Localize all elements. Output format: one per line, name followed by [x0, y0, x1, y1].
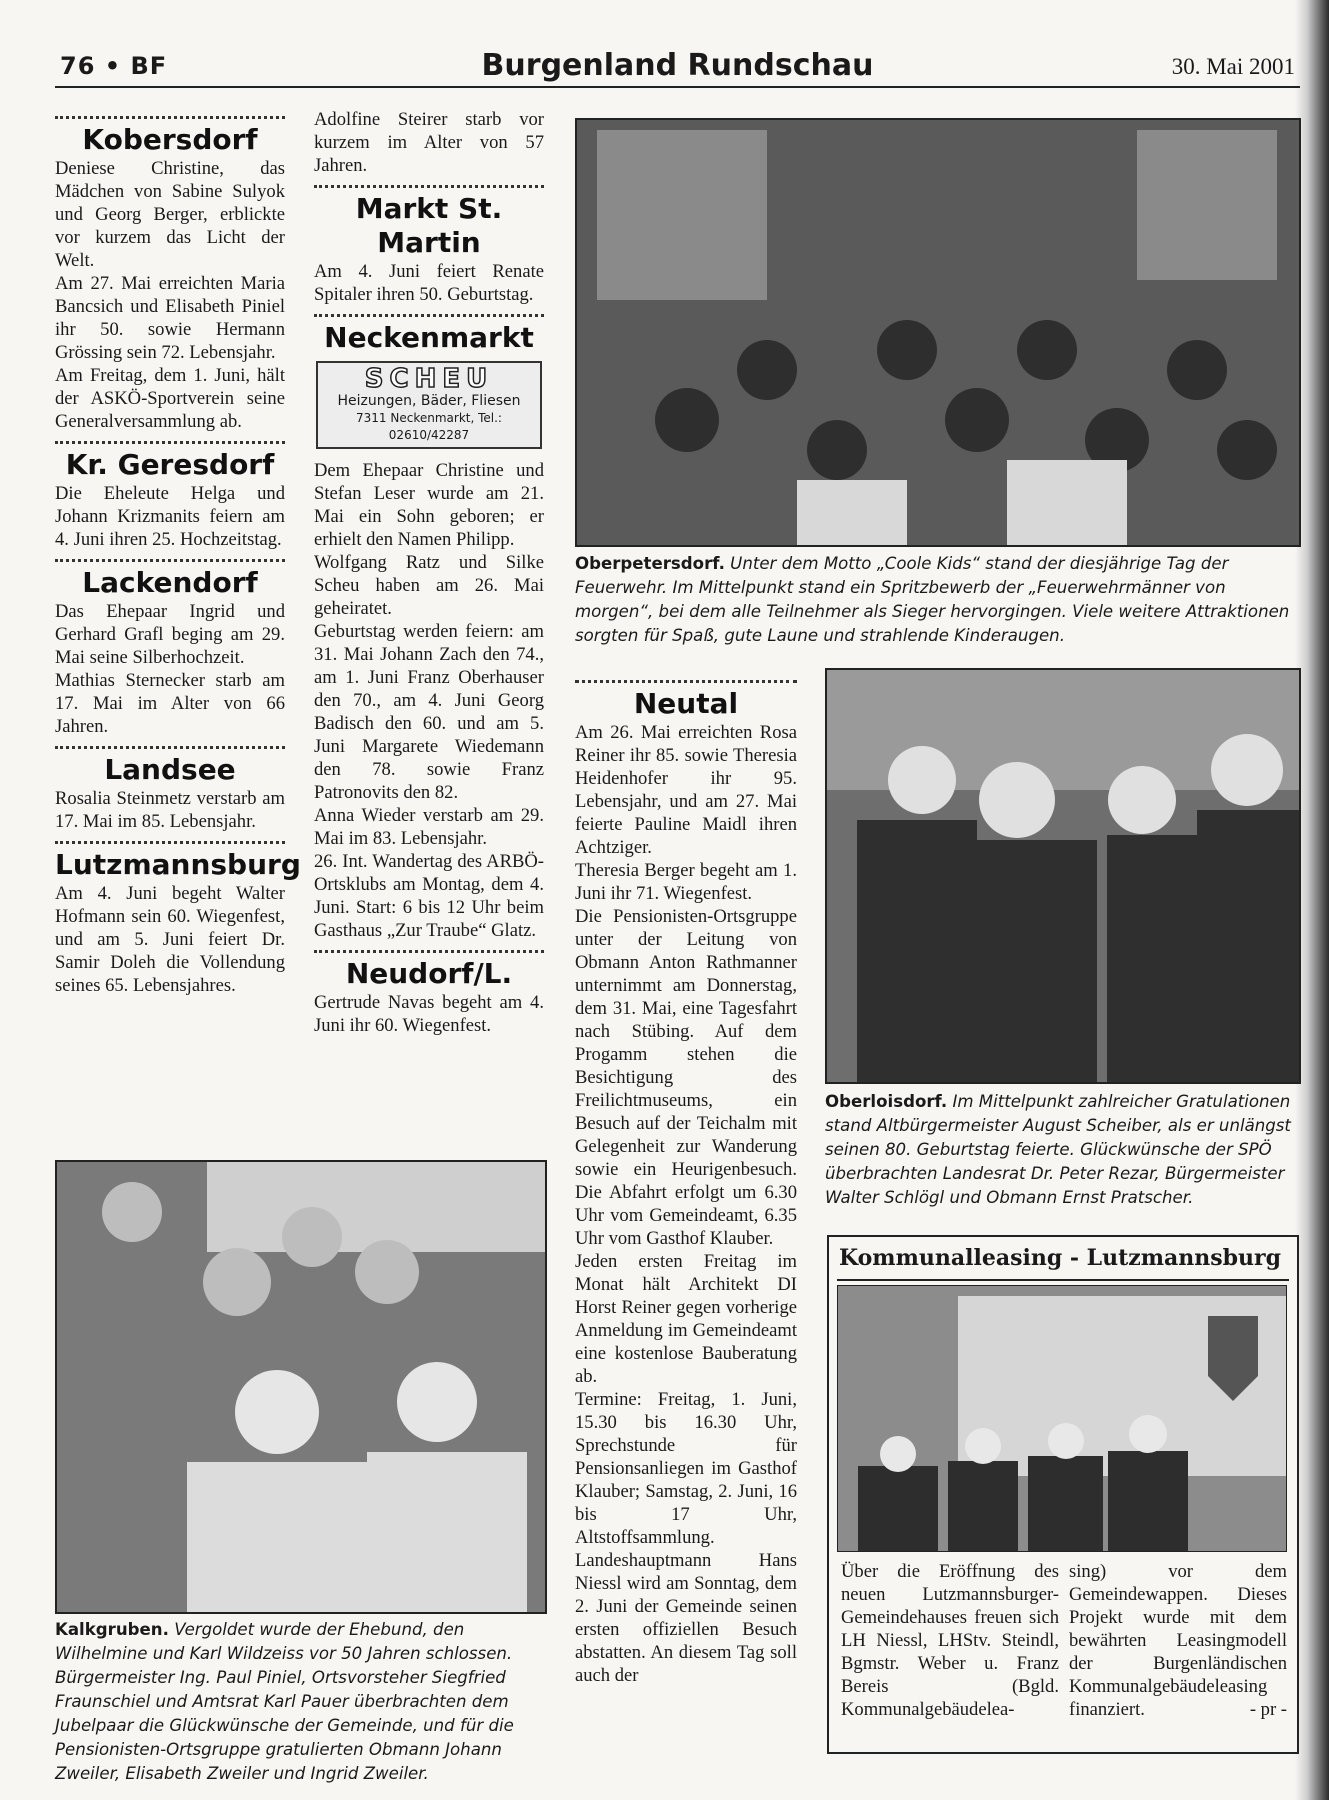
article-paragraph: Landeshauptmann Hans Niessl wird am Sonntag, dem 2. Juni der Gemeinde seinen ersten offiziellen Besuch abstatten. An diesem Tag soll auch der: [575, 1550, 797, 1686]
article-paragraph: Am 26. Mai erreichten Rosa Reiner ihr 85. sowie Theresia Heidenhofer ihr 95. Lebensjahr, und am 27. Mai feierte Pauline Maidl ihren Achtziger.: [575, 722, 797, 858]
article-paragraph: Die Pensionisten-Ortsgruppe unter der Leitung von Obmann Anton Rathmanner unternimmt am Donnerstag, dem 31. Mai, eine Tagesfahrt nach Stübing. Auf dem Progamm stehen die Besichtigung des Freilichtmuseums, ein Besuch auf der Teichalm mit Gelegenheit zur Wanderung sowie ein Heurigenbesuch. Die Abfahrt erfolgt um 6.30 Uhr vom Gemeindeamt, 6.35 Uhr vom Gasthof Klauber.: [575, 906, 797, 1249]
article-paragraph: Am 4. Juni feiert Renate Spitaler ihren 50. Geburtstag.: [314, 261, 544, 305]
article-paragraph: Deniese Christine, das Mädchen von Sabine Sulyok und Georg Berger, erblickte vor kurzem das Licht der Welt.: [55, 158, 285, 271]
column-3: [575, 672, 797, 1687]
article-paragraph: Wolfgang Ratz und Silke Scheu haben am 26. Mai geheiratet.: [314, 552, 544, 619]
ad-address: 7311 Neckenmarkt, Tel.: 02610/42287: [356, 411, 502, 442]
dotted-divider: [55, 559, 285, 562]
dotted-divider: [314, 314, 544, 317]
caption-text: Vergoldet wurde der Ehebund, den Wilhelmine und Karl Wildzeiss vor 50 Jahren schlossen. Bürgermeister Ing. Paul Piniel, Ortsvorsteher Siegfried Fraunschiel und Amtsrat Karl Pauer überbrachten dem Jubelpaar die Glückwünsche der Gemeinde, und für die Pensionisten-Ortsgruppe gratulierten Obmann Johann Zweiler, Elisabeth Zweiler und Ingrid Zweiler.: [55, 1620, 514, 1783]
ad-company-name: SCHEU: [364, 364, 494, 394]
caption-place: Kalkgruben.: [55, 1620, 169, 1639]
lackendorf-heading: Lackendorf: [82, 566, 258, 599]
kobersdorf-heading: Kobersdorf: [82, 123, 258, 156]
article-paragraph: Gertrude Navas begeht am 4. Juni ihr 60. Wiegenfest.: [314, 992, 544, 1036]
column-2: [314, 108, 544, 1037]
article-paragraph: Die Eheleute Helga und Johann Krizmanits feiern am 4. Juni ihren 25. Hochzeitstag.: [55, 483, 285, 550]
article-paragraph: Anna Wieder verstarb am 29. Mai im 83. Lebensjahr.: [314, 805, 544, 849]
kalkgruben-photo: [55, 1160, 547, 1614]
caption-place: Oberloisdorf.: [825, 1092, 948, 1111]
landsee-heading: Landsee: [104, 753, 236, 786]
lutzmannsburg-photo: [837, 1285, 1287, 1552]
markt-st-martin-heading: Markt St. Martin: [355, 192, 503, 259]
oberpetersdorf-caption: [575, 552, 1297, 648]
handshake-group-illustration: [827, 670, 1299, 1082]
box-title: Kommunalleasing - Lutzmannsburg: [839, 1245, 1282, 1271]
article-paragraph: Termine: Freitag, 1. Juni, 15.30 bis 16.30 Uhr, Sprechstunde für Pensionsanliegen im Gasthof Klauber; Samstag, 2. Juni, 16 bis 17 Uhr, Altstoffsammlung.: [575, 1389, 797, 1548]
box-text-right-body: sing) vor dem Gemeindewappen. Dieses Projekt wurde mit dem bewährten Leasingmodell der Burgenländischen Kommunalgebäudeleasing finanziert.: [1069, 1561, 1287, 1720]
kommunalleasing-box: [827, 1235, 1299, 1754]
municipal-building-illustration: [838, 1286, 1286, 1551]
article-paragraph: Theresia Berger begeht am 1. Juni ihr 71. Wiegenfest.: [575, 860, 797, 904]
lutzmannsburg-heading: Lutzmannsburg: [55, 848, 301, 881]
scheu-advertisement: [316, 361, 542, 449]
box-text-right: [1069, 1560, 1287, 1721]
neudorf-heading: Neudorf/L.: [345, 957, 513, 990]
dotted-divider: [314, 185, 544, 188]
article-paragraph: Dem Ehepaar Christine und Stefan Leser wurde am 21. Mai ein Sohn geboren; er erhielt den Namen Philipp.: [314, 460, 544, 550]
article-paragraph: Am 4. Juni begeht Walter Hofmann sein 60. Wiegenfest, und am 5. Juni feiert Dr. Samir Doleh die Vollendung seines 65. Lebensjahres.: [55, 883, 285, 996]
page-header: [55, 40, 1300, 88]
caption-place: Oberpetersdorf.: [575, 554, 725, 573]
box-text-left: Über die Eröffnung des neuen Lutzmannsburger-Gemeindehauses freuen sich LH Niessl, LHStv. Steindl, Bgmstr. Weber u. Franz Bereis (Bgld. Kommunalgebäudelea-: [841, 1561, 1059, 1720]
kalkgruben-caption: [55, 1618, 543, 1786]
oberloisdorf-caption: [825, 1090, 1297, 1210]
page-number: 76 • BF: [60, 52, 168, 80]
oberloisdorf-photo: [825, 668, 1301, 1084]
newspaper-title: Burgenland Rundschau: [481, 48, 874, 83]
article-paragraph: Am Freitag, dem 1. Juni, hält der ASKÖ-Sportverein seine Generalversammlung ab.: [55, 365, 285, 432]
dotted-divider: [55, 746, 285, 749]
neutal-heading: Neutal: [633, 687, 739, 720]
article-paragraph: 26. Int. Wandertag des ARBÖ-Ortsklubs am Montag, dem 4. Juni. Start: 6 bis 12 Uhr beim Gasthaus „Zur Traube“ Glatz.: [314, 851, 544, 941]
caption-text: Unter dem Motto „Coole Kids“ stand der diesjährige Tag der Feuerwehr. Im Mittelpunkt stand ein Spritzbewerb der „Feuerwehrmänner von morgen“, bei dem alle Teilnehmer als Sieger hervorgingen. Viele weitere Attraktionen sorgten für Spaß, gute Laune und strahlende Kinderaugen.: [575, 554, 1290, 645]
dotted-divider: [55, 441, 285, 444]
neckenmarkt-heading: Neckenmarkt: [324, 321, 534, 354]
article-paragraph: Am 27. Mai erreichten Maria Bancsich und Elisabeth Piniel ihr 50. sowie Hermann Grössing sein 72. Lebensjahr.: [55, 273, 285, 363]
anniversary-couple-illustration: [57, 1162, 545, 1612]
article-paragraph: Das Ehepaar Ingrid und Gerhard Grafl beging am 29. Mai seine Silberhochzeit.: [55, 601, 285, 668]
oberpetersdorf-photo: [575, 118, 1301, 547]
author-signature: - pr -: [1249, 1699, 1287, 1720]
box-title-rule: [837, 1279, 1289, 1281]
dotted-divider: [55, 116, 285, 119]
article-paragraph: Rosalia Steinmetz verstarb am 17. Mai im 85. Lebensjahr.: [55, 788, 285, 832]
issue-date: 30. Mai 2001: [1171, 54, 1295, 79]
children-group-illustration: [577, 120, 1299, 545]
caption-text: Im Mittelpunkt zahlreicher Gratulationen stand Altbürgermeister August Scheiber, als er unlängst seinen 80. Geburtstag feierte. Glückwünsche der SPÖ überbrachten Landesrat Dr. Peter Rezar, Bürgermeister Walter Schlögl und Obmann Ernst Pratscher.: [825, 1092, 1291, 1207]
geresdorf-heading: Kr. Geresdorf: [65, 448, 275, 481]
ad-services: Heizungen, Bäder, Fliesen: [337, 393, 521, 409]
article-paragraph: Jeden ersten Freitag im Monat hält Architekt DI Horst Reiner gegen vorherige Anmeldung im Gemeindeamt eine kostenlose Bauberatung ab.: [575, 1251, 797, 1387]
article-paragraph: Mathias Sternecker starb am 17. Mai im Alter von 66 Jahren.: [55, 670, 285, 737]
column-1: [55, 108, 301, 997]
article-paragraph: Geburtstag werden feiern: am 31. Mai Johann Zach den 74., am 1. Juni Franz Oberhauser den 70., am 4. Juni Georg Badisch den 60. und am 5. Juni Margarete Wiedemann den 78. sowie Franz Patronovits den 82.: [314, 621, 544, 803]
article-paragraph: Adolfine Steirer starb vor kurzem im Alter von 57 Jahren.: [314, 109, 544, 176]
dotted-divider: [575, 680, 797, 683]
dotted-divider: [314, 950, 544, 953]
dotted-divider: [55, 841, 285, 844]
